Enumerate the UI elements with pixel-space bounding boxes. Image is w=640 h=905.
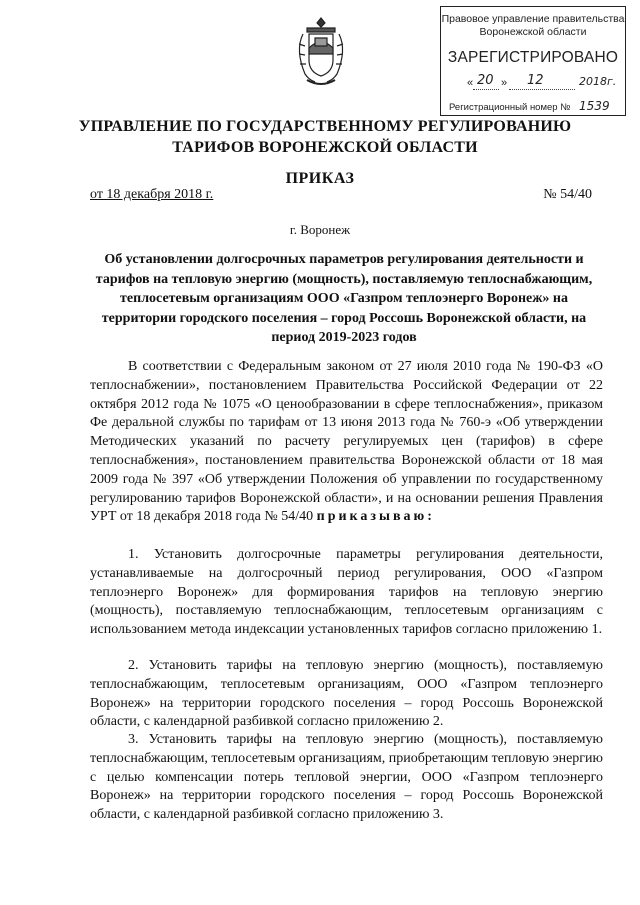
document-date: от 18 декабря 2018 г. — [90, 187, 214, 202]
organization-title-line2: ТАРИФОВ ВОРОНЕЖСКОЙ ОБЛАСТИ — [172, 139, 478, 156]
document-number: № 54/40 — [543, 187, 592, 202]
stamp-day: 20 — [477, 73, 494, 88]
stamp-year: 2018г. — [579, 75, 617, 88]
stamp-authority-line2: Воронежской области — [479, 26, 587, 38]
organization-title — [60, 116, 590, 158]
order-word: приказываю: — [316, 509, 435, 525]
order-item-1: 1. Установить долгосрочные параметры регулирования деятельности, устанавливаемые на долгосрочный период регулирования, ООО «Газпром теплоэнерго Воронеж» для формирования тарифов на тепловую энергию (мощность), поставляемую теплоснабжающим, теплосетевым организациям с использованием метода индексации установленных тарифов согласно приложению 1. — [90, 547, 603, 638]
stamp-authority-line1: Правовое управление правительства — [441, 13, 625, 25]
stamp-authority — [441, 13, 625, 39]
registration-stamp — [440, 6, 626, 116]
coat-of-arms-icon — [293, 14, 349, 88]
organization-title-line1: УПРАВЛЕНИЕ ПО ГОСУДАРСТВЕННОМУ РЕГУЛИРОВАНИЮ — [78, 118, 572, 135]
stamp-registration — [449, 99, 621, 113]
document-subject: Об установлении долгосрочных параметров регулирования деятельности и тарифов на тепловую энергию (мощность), поставляемую теплоснабжающим, теплосетевым организациям ООО «Газпром теплоэнерго Воронеж» на территории городского поселения – город Россошь Воронежской области, на период 2019-2023 годов — [95, 252, 593, 345]
stamp-date: « 20 » 12 2018г. — [467, 73, 617, 89]
preamble-paragraph — [90, 358, 603, 527]
order-item-3: 3. Установить тарифы на тепловую энергию (мощность), поставляемую теплоснабжающим, теплосетевым организациям, приобретающим тепловую энергию с целью компенсации потерь тепловой энергии, ООО «Газпром теплоэнерго Воронеж» на территории городского поселения – город Россошь Воронежской области, с календарной разбивкой согласно приложению 3. — [90, 732, 603, 823]
order-item-2: 2. Установить тарифы на тепловую энергию (мощность), поставляемую теплоснабжающим, теплосетевым организациям, ООО «Газпром теплоэнерго Воронеж» на территории городского поселения – город Россошь Воронежской области, с календарной разбивкой согласно приложению 2. — [90, 658, 603, 730]
document-city: г. Воронеж — [289, 222, 351, 237]
stamp-reg-label: Регистрационный номер № — [449, 102, 571, 113]
stamp-reg-number: 1539 — [579, 99, 610, 113]
stamp-month: 12 — [527, 73, 544, 88]
preamble-text: В соответствии с Федеральным законом от 27 июля 2010 года № 190-ФЗ «О теплоснабжении», постановлением Правительства Российской Федерации от 22 октября 2012 года № 1075 «О ценообразовании в сфере теплоснабжения», приказом Фе деральной службы по тарифам от 13 июня 2013 года № 760-э «Об утверждении Методических указаний по расчету регулируемых цен (тарифов) в сфере теплоснабжения», постановлением правительства Воронежской области от 18 мая 2009 года № 397 «Об утверждении Положения об управлении по государственному регулированию тарифов Воронежской области», и на основании решения Правления УРТ от 18 декабря 2018 года № 54/40 — [90, 359, 603, 525]
stamp-status: ЗАРЕГИСТРИРОВАНО — [447, 49, 619, 66]
document-type: ПРИКАЗ — [285, 170, 355, 187]
